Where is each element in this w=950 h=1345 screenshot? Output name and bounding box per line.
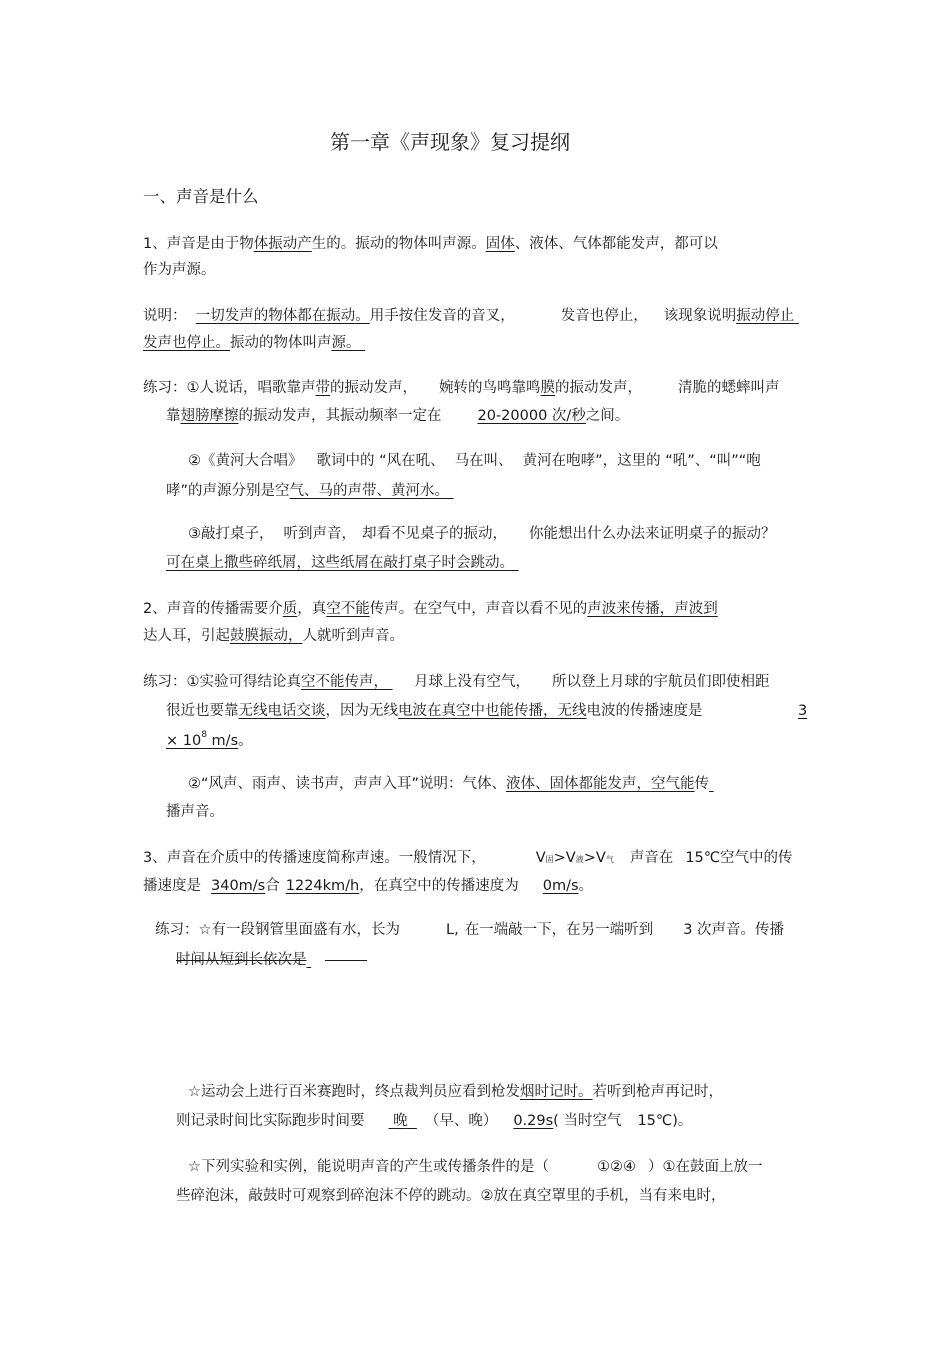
text-run: 听到声音， bbox=[283, 526, 356, 542]
answer-blank: 340m/s bbox=[211, 878, 266, 894]
page-title: 第一章《声现象》复习提纲 bbox=[330, 130, 570, 154]
text-run: 生的。振动的物体叫声源。 bbox=[311, 236, 486, 252]
text-run: 若听到枪声再记时， bbox=[592, 1084, 723, 1100]
answer-blank: 鼓膜振动， bbox=[230, 628, 303, 644]
text-run: 合 bbox=[265, 878, 280, 894]
text-run: 的振动发声，其振动频率一定在 bbox=[238, 408, 442, 424]
exercise-line bbox=[143, 378, 780, 398]
text-run: 、液体、气体都能发声，都可以 bbox=[514, 236, 718, 252]
exercise-line bbox=[188, 451, 761, 471]
answer-blank: 振动停止 bbox=[736, 308, 795, 324]
answer-blank: 膜 bbox=[540, 380, 555, 396]
answer-line bbox=[325, 960, 367, 961]
text-run: ③敲打桌子， bbox=[188, 526, 274, 542]
text-run: ）①在鼓面上放一 bbox=[648, 1159, 763, 1175]
paragraph-line: 作为声源。 bbox=[143, 262, 216, 278]
text-run: 发音也停止， bbox=[560, 308, 648, 324]
text-run: 所以登上月球的宇航员们即使相距 bbox=[552, 674, 770, 690]
exercise-line bbox=[176, 950, 313, 970]
exercise-line bbox=[166, 701, 703, 721]
exercise-line bbox=[188, 524, 776, 544]
subscript: 固 bbox=[545, 855, 554, 864]
text-run: 用手按住发音的音叉， bbox=[369, 308, 515, 324]
exercise-line bbox=[166, 406, 629, 426]
answer-blank: 气、马的声带、黄河水。 bbox=[289, 483, 450, 499]
text-run: ②《黄河大合唱》 bbox=[188, 453, 303, 469]
note-line bbox=[143, 306, 810, 326]
text-run: ②“风声、雨声、读书声，声声入耳”说明：气体、 bbox=[188, 776, 507, 792]
answer-blank: 0.29s bbox=[513, 1113, 554, 1129]
answer-blank: 电波在真空中也能传播，无线 bbox=[398, 703, 587, 719]
text-run: 婉转的鸟鸣靠鸣 bbox=[439, 380, 541, 396]
answer-blank: 源。 bbox=[331, 335, 361, 351]
text-run: 15℃)。 bbox=[637, 1113, 693, 1129]
answer-blank: 无线电话交谈 bbox=[238, 703, 326, 719]
answer-blank bbox=[389, 1113, 417, 1129]
text-run: 振动的物体叫声 bbox=[230, 335, 332, 351]
exercise-line: 播声音。 bbox=[166, 804, 224, 820]
text-run: 人就听到声音。 bbox=[302, 628, 404, 644]
paragraph-line bbox=[143, 599, 718, 619]
paragraph-line bbox=[143, 848, 793, 870]
answer-blank: 一切发声的物体都在振动。 bbox=[195, 308, 370, 324]
text-run: 达人耳，引起 bbox=[143, 628, 230, 644]
text-run: 传 bbox=[694, 776, 710, 792]
text-run: 15℃空气中的传 bbox=[685, 850, 793, 866]
text-run: 清脆的蟋蟀叫声 bbox=[678, 380, 780, 396]
text-run: 马在叫、 bbox=[454, 453, 513, 469]
text-run: × 10 bbox=[166, 733, 202, 749]
answer-blank: 空不能 bbox=[326, 601, 370, 617]
text-run: 黄河在咆哮”，这里的 “吼”、“叫”“咆 bbox=[522, 453, 761, 469]
text-run: V bbox=[535, 850, 546, 866]
exercise-line bbox=[188, 1082, 723, 1102]
exercise-line bbox=[188, 1157, 763, 1177]
answer-blank: 烟时记时。 bbox=[520, 1084, 593, 1100]
text-run: ，真 bbox=[297, 601, 327, 617]
text-run: 月球上没有空气， bbox=[414, 674, 530, 690]
answer-blank: 20-20000 次/秒 bbox=[477, 408, 586, 424]
exercise-line bbox=[155, 920, 784, 940]
text-run: 说明： bbox=[143, 308, 187, 324]
exercise-line bbox=[176, 1111, 692, 1131]
exercise-line bbox=[188, 774, 741, 794]
text-run: 该现象说明 bbox=[663, 308, 737, 324]
answer-blank: 发声也停止。 bbox=[143, 335, 230, 351]
text-run: 的振动发声， bbox=[330, 380, 417, 396]
paragraph-line bbox=[143, 626, 404, 646]
section-heading: 一、声音是什么 bbox=[143, 187, 259, 206]
text-run: 歌词中的 “风在吼、 bbox=[316, 453, 445, 469]
text-run: ，在真空中的传播速度为 bbox=[359, 878, 519, 894]
text-run: 2、声音的传播需要介 bbox=[143, 601, 283, 617]
text-run: 你能想出什么办法来证明桌子的振动？ bbox=[529, 526, 776, 542]
text-run: ，因为无线 bbox=[325, 703, 398, 719]
text-run: m/s bbox=[206, 733, 239, 749]
subscript: 液 bbox=[575, 855, 584, 864]
text-run: 3、声音在介质中的传播速度简称声速。一般情况下， bbox=[143, 850, 486, 866]
text-run: 则记录时间比实际跑步时间要 bbox=[176, 1113, 365, 1129]
text-run: >V bbox=[553, 850, 576, 866]
text-run: L, bbox=[446, 922, 459, 938]
answer-blank: 翅膀摩擦 bbox=[180, 408, 239, 424]
exercise-line bbox=[143, 672, 770, 692]
exponent: 8 bbox=[201, 730, 207, 741]
paragraph-line bbox=[143, 876, 593, 896]
subscript: 气 bbox=[605, 855, 614, 864]
text-run: ( 当时空气 bbox=[553, 1113, 622, 1129]
text-run: 3 次声音。传播 bbox=[683, 922, 785, 938]
exercise-line: 些碎泡沫，敲鼓时可观察到碎泡沫不停的跳动。②放在真空罩里的手机，当有来电时， bbox=[176, 1188, 726, 1204]
text-run: 练习：☆有一段钢管里面盛有水，长为 bbox=[155, 922, 400, 938]
text-run: 之间。 bbox=[585, 408, 630, 424]
text-run: 。 bbox=[578, 878, 594, 894]
answer-blank bbox=[166, 730, 239, 749]
text-run: ☆下列实验和实例，能说明声音的产生或传播条件的是（ bbox=[188, 1159, 549, 1175]
text-run: 在一端敲一下，在另一端听到 bbox=[464, 922, 654, 938]
exercise-line bbox=[166, 731, 253, 751]
answer-blank: 质 bbox=[282, 601, 298, 617]
text-run: 却看不见桌子的振动， bbox=[362, 526, 507, 542]
text-run: （早、晚） bbox=[424, 1113, 498, 1129]
answer-blank: 1224km/h bbox=[285, 878, 360, 894]
text-run: ①②④ bbox=[597, 1159, 636, 1175]
text-run: 练习：①人说话，唱歌靠声 bbox=[143, 380, 316, 396]
text-run: 靠 bbox=[166, 408, 181, 424]
text-run: 的振动发声， bbox=[555, 380, 642, 396]
answer-blank: 带 bbox=[315, 380, 330, 396]
text-run: 。 bbox=[238, 733, 253, 749]
text-run: 时间从短到长依次是 bbox=[176, 952, 307, 968]
answer-blank: 0m/s bbox=[542, 878, 579, 894]
answer-blank: 体振动产 bbox=[253, 236, 312, 252]
text-run: 传声。在空气中，声音以看不见的 bbox=[369, 601, 588, 617]
text-run: 晚 bbox=[393, 1113, 408, 1129]
text-run: 声音在 bbox=[629, 850, 674, 866]
text-run: 很近也要靠 bbox=[166, 703, 239, 719]
text-run: >V bbox=[583, 850, 606, 866]
answer-blank: 可在桌上撒些碎纸屑，这些纸屑在敲打桌子时会跳动。 bbox=[166, 555, 514, 571]
text-run: 电波的传播速度是 bbox=[586, 703, 703, 719]
text-run: ☆运动会上进行百米赛跑时，终点裁判员应看到枪发 bbox=[188, 1084, 520, 1100]
text-run: 哮”的声源分别是空 bbox=[166, 483, 290, 499]
answer-blank: 空不能传声， bbox=[301, 674, 388, 690]
paragraph-line bbox=[143, 234, 718, 254]
exercise-line bbox=[166, 553, 566, 573]
answer-blank: 声波来传播，声波到 bbox=[587, 601, 718, 617]
answer-blank: 液体、固体都能发声，空气能 bbox=[506, 776, 695, 792]
answer-blank: 3 bbox=[798, 703, 808, 719]
text-run: 播速度是 bbox=[143, 878, 201, 894]
text-run: 练习：①实验可得结论真 bbox=[143, 674, 301, 690]
text-run: 1、声音是由于物 bbox=[143, 236, 254, 252]
exercise-line bbox=[166, 481, 471, 501]
note-line bbox=[143, 333, 381, 353]
answer-blank: 固体 bbox=[485, 236, 515, 252]
